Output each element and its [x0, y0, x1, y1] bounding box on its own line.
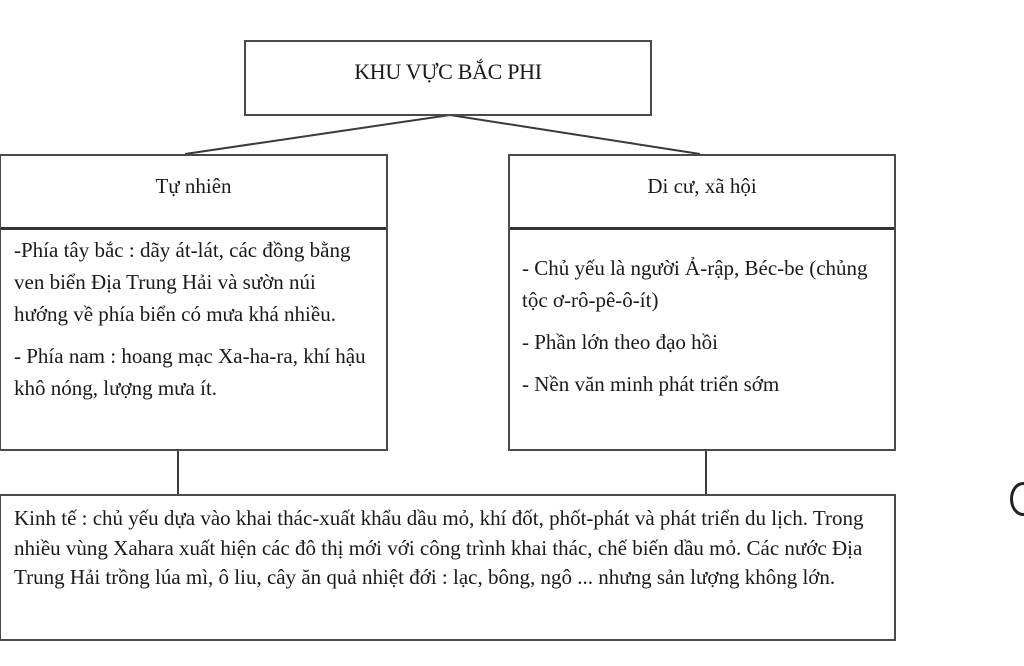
connector-title-to-society — [450, 115, 700, 154]
society-item: - Phần lớn theo đạo hồi — [522, 330, 718, 354]
cropped-circle-mark — [1010, 482, 1024, 516]
society-item: - Chủ yếu là người Ả-rập, Béc-be (chủng tộc ơ-rô-pê-ô-ít) — [522, 256, 868, 312]
society-item: - Nền văn minh phát triển sớm — [522, 372, 780, 396]
nature-header-label: Tự nhiên — [155, 174, 232, 198]
nature-box — [0, 154, 388, 451]
diagram-title-box — [244, 40, 652, 116]
economy-box — [0, 494, 896, 641]
nature-item: - Phía nam : hoang mạc Xa-ha-ra, khí hậu khô nóng, lượng mưa ít. — [14, 344, 366, 400]
society-box — [508, 154, 896, 451]
nature-header — [1, 156, 386, 230]
diagram-title: KHU VỰC BẮC PHI — [354, 59, 542, 84]
society-body — [510, 230, 894, 400]
nature-body — [1, 230, 386, 404]
nature-item: -Phía tây bắc : dãy át-lát, các đồng bằng ven biển Địa Trung Hải và sườn núi hướng về phía biển có mưa khá nhiều. — [14, 238, 351, 326]
society-header — [510, 156, 894, 230]
economy-text: Kinh tế : chủ yếu dựa vào khai thác-xuất khẩu dầu mỏ, khí đốt, phốt-phát và phát triển du lịch. Trong nhiều vùng Xahara xuất hiện các đô thị mới với công trình khai thác, chế biến dầu mỏ. Các nước Địa Trung Hải trồng lúa mì, ô liu, cây ăn quả nhiệt đới : lạc, bông, ngô ... nhưng sản lượng không lớn. — [14, 506, 864, 589]
society-header-label: Di cư, xã hội — [647, 174, 757, 198]
connector-title-to-nature — [185, 115, 450, 154]
